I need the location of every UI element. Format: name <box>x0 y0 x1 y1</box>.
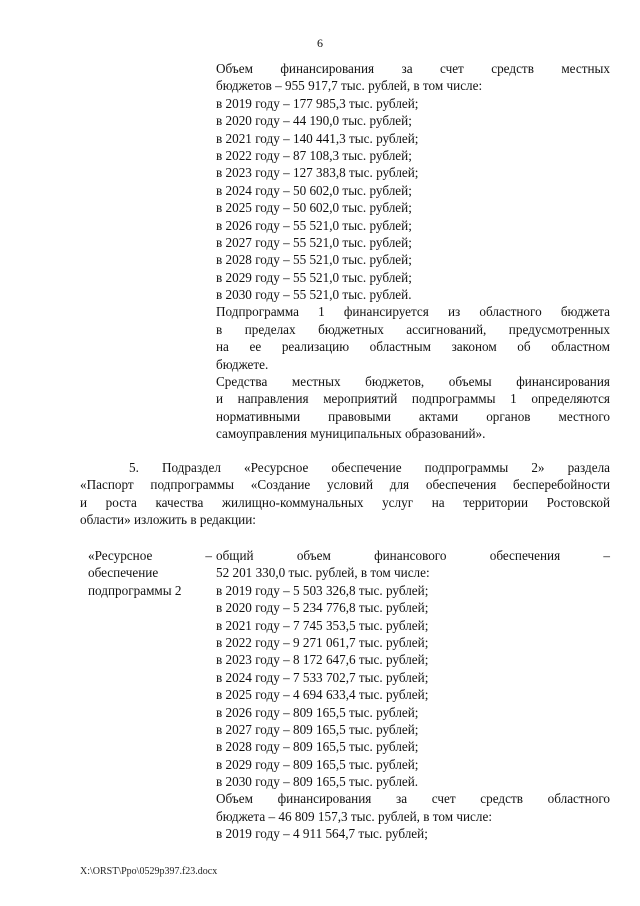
resources-label-column <box>88 547 212 599</box>
resources-value-line: в 2020 году – 5 234 776,8 тыс. рублей; <box>216 600 429 616</box>
local-budget-line: Средства местных бюджетов, объемы финансирования <box>216 374 610 390</box>
resources-value-line: в 2030 году – 809 165,5 тыс. рублей. <box>216 774 419 790</box>
resources-value-line: общий объем финансового обеспечения – <box>216 548 610 563</box>
resources-value-line: в 2022 году – 9 271 061,7 тыс. рублей; <box>216 634 429 650</box>
paragraph5-line: и роста качества жилищно-коммунальных услуг на территории Ростовской <box>80 494 610 510</box>
file-path-footer: X:\ORST\Ppo\0529p397.f23.docx <box>80 866 218 877</box>
local-budget-line: в пределах бюджетных ассигнований, предусмотренных <box>216 321 610 337</box>
amendment-paragraph-5 <box>80 459 610 529</box>
local-budget-line: в 2021 году – 140 441,3 тыс. рублей; <box>216 130 419 146</box>
local-budget-line: бюджетов – 955 917,7 тыс. рублей, в том числе: <box>216 78 483 94</box>
resources-label-line: обеспечение <box>88 565 159 581</box>
local-budget-line: в 2026 году – 55 521,0 тыс. рублей; <box>216 217 412 233</box>
resources-value-line: в 2029 году – 809 165,5 тыс. рублей; <box>216 756 419 772</box>
resources-label-line: «Ресурсное – <box>88 548 212 563</box>
local-budget-line: в 2024 году – 50 602,0 тыс. рублей; <box>216 182 412 198</box>
resources-value-line: в 2026 году – 809 165,5 тыс. рублей; <box>216 704 419 720</box>
local-budget-funding-block <box>216 60 610 443</box>
paragraph5-line: «Паспорт подпрограммы «Создание условий для обеспечения бесперебойности <box>80 477 610 493</box>
resources-value-line: в 2019 году – 5 503 326,8 тыс. рублей; <box>216 582 429 598</box>
resources-value-line: в 2027 году – 809 165,5 тыс. рублей; <box>216 721 419 737</box>
local-budget-line: в 2023 году – 127 383,8 тыс. рублей; <box>216 165 419 181</box>
local-budget-line: в 2022 году – 87 108,3 тыс. рублей; <box>216 147 412 163</box>
local-budget-line: нормативными правовыми актами органов местного <box>216 408 610 424</box>
resources-value-line: в 2019 году – 4 911 564,7 тыс. рублей; <box>216 826 428 842</box>
resources-label-line: подпрограммы 2 <box>88 582 182 598</box>
resources-value-line: Объем финансирования за счет средств областного <box>216 791 610 807</box>
local-budget-line: самоуправления муниципальных образований». <box>216 426 486 442</box>
resources-value-line: в 2021 году – 7 745 353,5 тыс. рублей; <box>216 617 429 633</box>
paragraph5-line: 5. Подраздел «Ресурсное обеспечение подпрограммы 2» раздела <box>129 460 610 475</box>
resources-value-line: в 2025 году – 4 694 633,4 тыс. рублей; <box>216 687 429 703</box>
resources-value-line: бюджета – 46 809 157,3 тыс. рублей, в том числе: <box>216 808 493 824</box>
local-budget-line: Объем финансирования за счет средств местных <box>216 61 610 76</box>
local-budget-line: в 2020 году – 44 190,0 тыс. рублей; <box>216 113 412 129</box>
resources-values-column <box>216 547 610 843</box>
resources-value-line: в 2023 году – 8 172 647,6 тыс. рублей; <box>216 652 429 668</box>
local-budget-line: в 2025 году – 50 602,0 тыс. рублей; <box>216 200 412 216</box>
resources-value-line: 52 201 330,0 тыс. рублей, в том числе: <box>216 565 430 581</box>
resources-value-line: в 2028 году – 809 165,5 тыс. рублей; <box>216 739 419 755</box>
page-number: 6 <box>317 36 323 50</box>
resources-value-line: в 2024 году – 7 533 702,7 тыс. рублей; <box>216 669 429 685</box>
local-budget-line: Подпрограмма 1 финансируется из областного бюджета <box>216 304 610 320</box>
local-budget-line: бюджете. <box>216 356 269 372</box>
local-budget-line: в 2028 году – 55 521,0 тыс. рублей; <box>216 252 412 268</box>
paragraph5-line: области» изложить в редакции: <box>80 512 256 528</box>
local-budget-line: в 2029 году – 55 521,0 тыс. рублей; <box>216 269 412 285</box>
local-budget-line: в 2027 году – 55 521,0 тыс. рублей; <box>216 234 412 250</box>
local-budget-line: на ее реализацию областным законом об областном <box>216 339 610 355</box>
local-budget-line: в 2030 году – 55 521,0 тыс. рублей. <box>216 287 412 303</box>
local-budget-line: и направления мероприятий подпрограммы 1 определяются <box>216 391 610 407</box>
local-budget-line: в 2019 году – 177 985,3 тыс. рублей; <box>216 95 419 111</box>
